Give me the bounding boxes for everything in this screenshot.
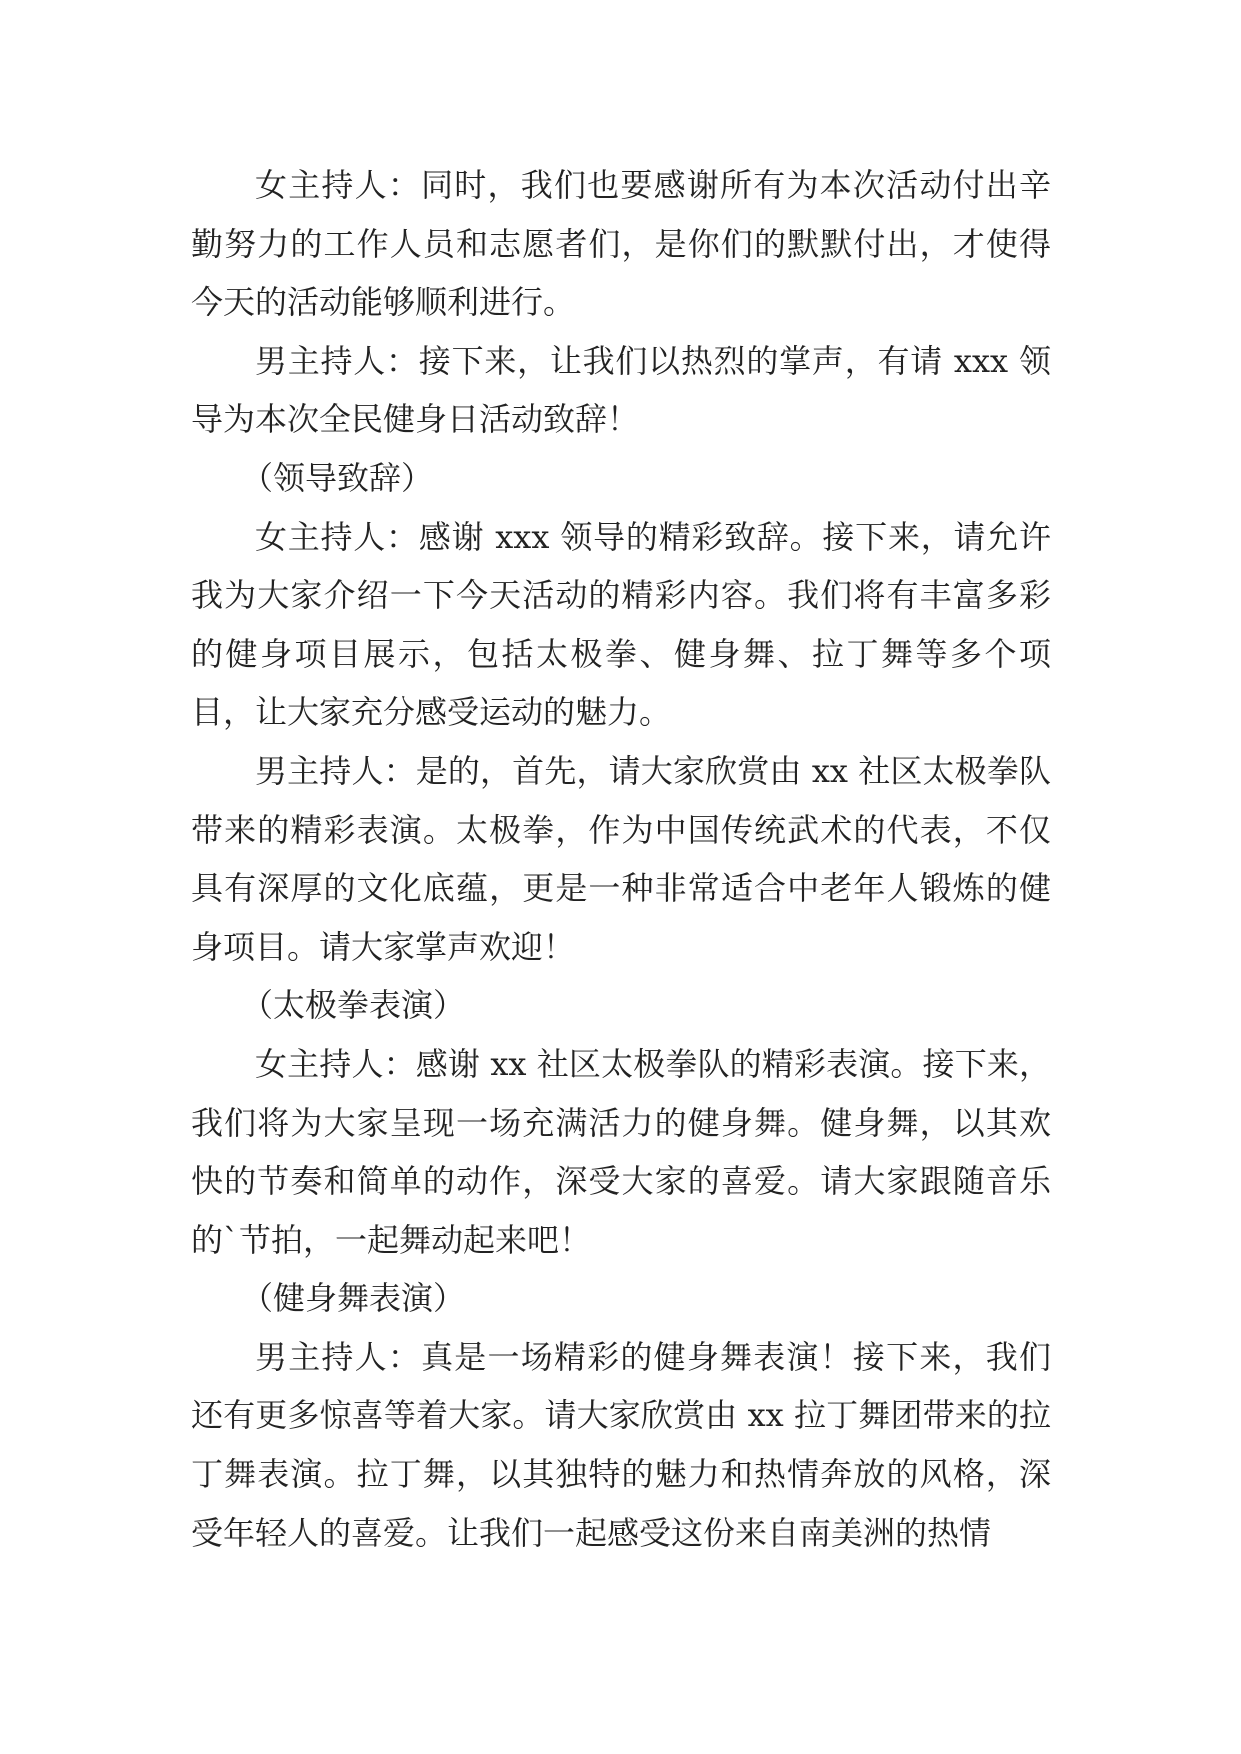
stage-direction-taichi: （太极拳表演） bbox=[241, 986, 466, 1025]
stage-direction-fitness-dance: （健身舞表演） bbox=[241, 1279, 466, 1318]
paragraph-male-host-latin-intro: 男主持人：真是一场精彩的健身舞表演！接下来，我们还有更多惊喜等着大家。请大家欣赏由 xx 拉丁舞团带来的拉丁舞表演。拉丁舞，以其独特的魅力和热情奔放的风格，深受年轻人的喜爱。让我们一起感受这份来自南美洲的热情 bbox=[191, 1337, 1051, 1552]
paragraph-male-host-invite-leader: 男主持人：接下来，让我们以热烈的掌声，有请 xxx 领导为本次全民健身日活动致辞！ bbox=[191, 341, 1051, 439]
paragraph-female-host-dance-intro: 女主持人：感谢 xx 社区太极拳队的精彩表演。接下来，我们将为大家呈现一场充满活力的健身舞。健身舞，以其欢快的节奏和简单的动作，深受大家的喜爱。请大家跟随音乐的`节拍，一起舞动起来吧！ bbox=[191, 1044, 1051, 1259]
paragraph-female-host-program-intro: 女主持人：感谢 xxx 领导的精彩致辞。接下来，请允许我为大家介绍一下今天活动的精彩内容。我们将有丰富多彩的健身项目展示，包括太极拳、健身舞、拉丁舞等多个项目，让大家充分感受运动的魅力。 bbox=[191, 517, 1051, 732]
paragraph-female-host-thanks-staff: 女主持人：同时，我们也要感谢所有为本次活动付出辛勤努力的工作人员和志愿者们，是你们的默默付出，才使得今天的活动能够顺利进行。 bbox=[191, 166, 1051, 322]
paragraph-male-host-taichi-intro: 男主持人：是的，首先，请大家欣赏由 xx 社区太极拳队带来的精彩表演。太极拳，作为中国传统武术的代表，不仅具有深厚的文化底蕴，更是一种非常适合中老年人锻炼的健身项目。请大家掌声欢迎！ bbox=[191, 751, 1051, 966]
document-body bbox=[191, 156, 1051, 1562]
stage-direction-leader-speech: （领导致辞） bbox=[241, 458, 434, 497]
